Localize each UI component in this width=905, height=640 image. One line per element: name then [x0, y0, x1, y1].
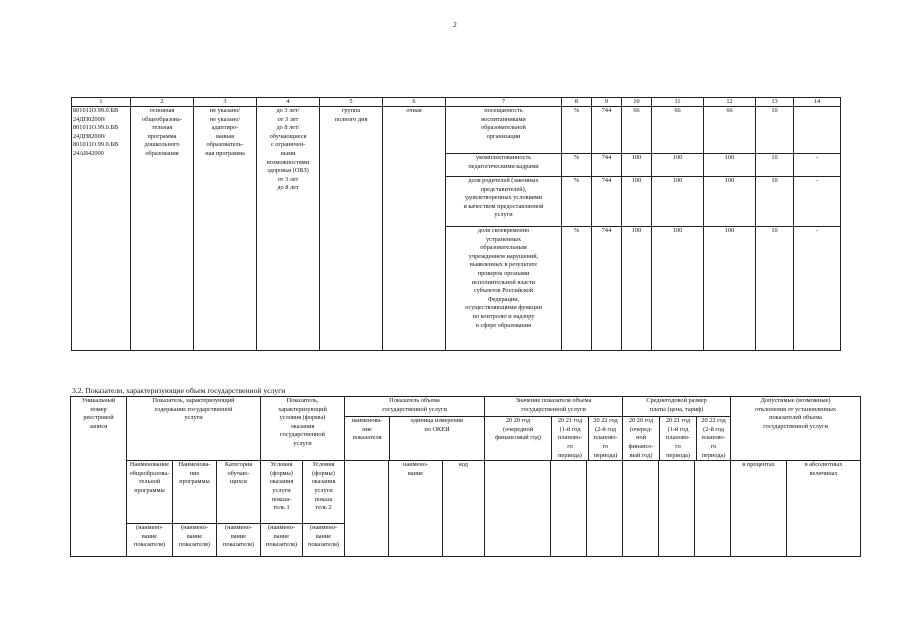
quality-indicators-table: [71, 97, 841, 351]
text-line: показателя): [265, 541, 298, 549]
table-row: [72, 107, 841, 154]
value-2022-cell: 100: [704, 227, 756, 351]
text-line: (наимено-: [180, 524, 209, 532]
indicator-name-note: [127, 524, 173, 557]
volume-name-cell: [345, 461, 389, 557]
text-line: Категория: [224, 461, 253, 469]
deviation-pct-cell: 10: [756, 107, 794, 154]
unit-cell: %: [562, 227, 592, 351]
okei-cell: 744: [592, 154, 622, 177]
text-line: 20 21 год: [557, 417, 583, 425]
text-line: платы (цена, тариф): [649, 405, 704, 413]
header-row: [71, 461, 861, 524]
deviation-abs-cell: [794, 107, 841, 154]
indicator-cell: [446, 154, 562, 177]
text-line: субъектов Российской: [473, 287, 534, 295]
fee-cell: [695, 461, 731, 557]
column-number: 5: [320, 98, 383, 107]
text-line: Допустимые (возможные): [760, 397, 831, 404]
text-line: группа: [341, 107, 361, 114]
text-line: показа: [314, 495, 333, 503]
values-header: [485, 397, 623, 461]
text-line: периода): [701, 451, 726, 459]
text-line: го: [602, 442, 609, 450]
indicator-cell: [446, 107, 562, 154]
text-line: учреждением нарушений,: [468, 252, 539, 260]
column-number: 13: [756, 98, 794, 107]
deviation-pct-cell: 10: [756, 154, 794, 177]
text-line: тельной: [138, 478, 161, 486]
text-line: доля родителей (законных: [468, 177, 539, 184]
indicator-name-note: [303, 524, 345, 557]
value-2020-cell: 66: [622, 107, 652, 154]
text-line: Уникальный: [81, 397, 116, 404]
text-line: Условия: [312, 461, 335, 469]
text-line: показа-: [271, 495, 292, 503]
text-line: представителей),: [480, 185, 527, 193]
value-2020-cell: 100: [622, 154, 652, 177]
text-line: оказания: [269, 478, 294, 486]
text-line: педагогическими кадрами: [468, 162, 539, 170]
text-line: показателя): [178, 541, 211, 549]
text-line: исполнительной власти: [471, 278, 536, 286]
text-line: основная: [149, 107, 175, 114]
text-line: вание: [273, 532, 290, 540]
indicator-cell: [446, 227, 562, 351]
text-line: возможностями: [266, 158, 310, 166]
text-line: тель 2: [315, 504, 332, 512]
text-line: (наимено-: [135, 524, 164, 532]
text-line: с ограничен-: [270, 141, 306, 149]
text-line: по контролю и надзору: [472, 312, 535, 320]
volume-indicators-table: [70, 396, 861, 557]
group-type-cell: [320, 107, 383, 351]
registry-codes-cell: [72, 107, 131, 351]
text-line: услуги: [272, 486, 291, 494]
value-2021-cell: 100: [652, 154, 704, 177]
text-line: по ОКЕИ: [424, 425, 450, 433]
text-line: 20 22 год: [593, 417, 618, 425]
value-2020-cell: 100: [622, 227, 652, 351]
value-2021-cell: 66: [652, 107, 704, 154]
unit-code-header: код: [443, 461, 485, 557]
fee-cell: [659, 461, 695, 557]
text-line: ной: [636, 434, 646, 442]
registry-header: [71, 397, 127, 557]
unit-cell: %: [562, 154, 592, 177]
text-line: образователь-: [206, 141, 244, 149]
okei-cell: 744: [592, 227, 622, 351]
category-header: [217, 461, 261, 524]
content-header: [127, 397, 261, 461]
text-line: в сфере образования: [475, 321, 532, 329]
text-line: (наимено-: [267, 524, 296, 532]
text-line: государственной: [280, 431, 325, 439]
text-line: до 3 лет/: [276, 107, 300, 114]
text-line: Значение показателя объема: [515, 397, 592, 404]
text-line: ние: [189, 469, 200, 477]
deviation-pct-header: в процентах: [731, 461, 787, 557]
column-number: 11: [652, 98, 704, 107]
text-line: 801011О.99.0.БВ: [73, 141, 119, 149]
text-line: организации: [486, 132, 521, 140]
volume-unit-header: [390, 417, 484, 460]
text-line: (очеред-: [629, 425, 653, 433]
text-line: го: [567, 442, 573, 450]
text-line: 24ДН82000/: [73, 132, 106, 140]
text-line: периода): [666, 451, 690, 459]
value-2022-cell: 66: [704, 107, 756, 154]
program-type-cell: [194, 107, 257, 351]
program-name-header: [127, 461, 173, 524]
text-line: услуги: [293, 439, 312, 447]
text-line: планово-: [593, 434, 618, 442]
text-line: оказания: [311, 478, 336, 486]
text-line: обучающиеся: [269, 132, 307, 140]
text-line: Показатель объема: [389, 397, 440, 404]
column-number: 6: [383, 98, 446, 107]
text-line: 24ДП02000/: [73, 115, 106, 123]
okei-cell: 744: [592, 107, 622, 154]
text-line: 801011О.99.0.БВ: [73, 107, 119, 114]
text-line: (очередной: [503, 425, 534, 433]
deviation-abs-cell: -: [794, 227, 841, 351]
text-line: (2-й год: [595, 425, 616, 433]
text-line: услуги: [314, 486, 333, 494]
text-line: тельная: [151, 124, 173, 132]
volume-name-header: [345, 417, 390, 460]
text-line: 20 20 год: [628, 417, 654, 425]
text-line: удовлетворенных условиями: [464, 194, 543, 202]
text-line: щихся: [230, 478, 247, 486]
fee-year3-header: [697, 417, 730, 460]
text-line: полного дня: [334, 115, 368, 123]
text-line: показателя): [222, 541, 255, 549]
text-line: 24АВ42000: [73, 149, 104, 157]
text-line: единица измерения: [411, 417, 463, 425]
column-number: 1: [72, 98, 131, 107]
text-line: доля своевременно: [477, 227, 530, 234]
text-line: планово-: [666, 434, 691, 442]
value-cell: [551, 461, 587, 557]
text-line: до 8 лет: [277, 184, 299, 192]
column-number: 8: [562, 98, 592, 107]
text-line: не указано/: [209, 107, 241, 114]
fee-header: [623, 397, 731, 461]
value-2022-cell: 100: [704, 154, 756, 177]
text-line: тель 1: [273, 504, 290, 512]
column-number: 7: [446, 98, 562, 107]
column-number: 3: [194, 98, 257, 107]
text-line: планово-: [701, 434, 726, 442]
value-cell: [485, 461, 551, 557]
fee-year1-header: [623, 417, 660, 460]
text-line: Федерации,: [487, 295, 520, 303]
text-line: от 3 лет: [277, 115, 299, 123]
text-line: 20 20 год: [505, 417, 531, 425]
text-line: образовательной: [481, 124, 526, 132]
text-line: 20 21 год: [665, 417, 691, 425]
text-line: вание: [186, 532, 203, 540]
text-line: устраненных: [486, 235, 521, 243]
text-line: дошкольного: [144, 141, 180, 149]
text-line: осуществляющими функции: [465, 304, 542, 312]
text-line: периода): [558, 451, 582, 459]
deviation-abs-header: [787, 461, 861, 557]
text-line: (наимено-: [224, 524, 253, 532]
text-line: государственной услуги: [521, 405, 586, 413]
text-line: Среднегодовой размер: [646, 397, 707, 404]
indicator-cell: [446, 177, 562, 227]
text-line: воспитанниками: [481, 115, 526, 123]
indicator-name-note: [217, 524, 261, 557]
text-line: го: [710, 442, 717, 450]
text-line: 20 22 год: [701, 417, 726, 425]
deviation-abs-cell: -: [794, 154, 841, 177]
program-header: [173, 461, 217, 524]
text-line: (формы): [270, 469, 293, 477]
value-year3-header: [589, 417, 622, 460]
text-line: показателя: [352, 434, 382, 442]
text-line: Условия: [270, 461, 293, 469]
text-line: ными: [280, 149, 296, 157]
text-line: услуги: [494, 211, 513, 219]
value-year1-header: [485, 417, 552, 460]
text-line: го: [675, 442, 681, 450]
text-line: финансовый год): [495, 434, 541, 442]
text-line: финансо-: [628, 442, 654, 450]
text-line: наимено-: [403, 461, 428, 469]
text-line: Наименова-: [178, 461, 211, 469]
header-row: [71, 397, 861, 461]
condition2-header: [303, 461, 345, 524]
value-2020-cell: 100: [622, 177, 652, 227]
indicator-name-note: [173, 524, 217, 557]
unit-cell: %: [562, 107, 592, 154]
text-line: величинах: [809, 469, 838, 477]
text-line: периода): [593, 451, 618, 459]
text-line: вый год): [629, 451, 653, 459]
text-line: ванная: [215, 132, 235, 140]
text-line: вание: [141, 532, 158, 540]
column-number: 10: [622, 98, 652, 107]
column-number: 12: [704, 98, 756, 107]
student-category-cell: [257, 107, 320, 351]
form-cell: очная: [383, 107, 446, 351]
text-line: вание: [315, 532, 332, 540]
text-line: программа: [147, 132, 177, 140]
text-line: показателя): [133, 541, 166, 549]
column-number-row: [72, 98, 841, 107]
text-line: (формы): [312, 469, 335, 477]
program-cell: [131, 107, 194, 351]
deviation-pct-cell: 10: [756, 227, 794, 351]
text-line: до 8 лет/: [276, 124, 300, 132]
text-line: содержание государственной: [154, 405, 233, 413]
section-title: 3.2. Показатели, характеризующие объем государственной услуги: [72, 386, 286, 395]
deviation-abs-cell: -: [794, 177, 841, 227]
text-line: ная программа: [205, 149, 245, 157]
value-cell: [587, 461, 623, 557]
unit-name-header: [389, 461, 443, 557]
text-line: государственной услуги: [763, 422, 828, 430]
text-line: государственной услуги: [382, 405, 447, 413]
column-number: 9: [592, 98, 622, 107]
text-line: записи: [89, 422, 108, 430]
column-number: 4: [257, 98, 320, 107]
text-line: планово-: [558, 434, 583, 442]
column-number: 2: [131, 98, 194, 107]
text-line: вание: [230, 532, 247, 540]
text-line: обучаю-: [227, 469, 250, 477]
text-line: услуги: [184, 414, 203, 422]
text-line: (1-й год: [667, 425, 689, 433]
text-line: Наименование: [129, 461, 170, 469]
value-2021-cell: 100: [652, 227, 704, 351]
condition1-header: [261, 461, 303, 524]
text-line: вание: [407, 469, 424, 477]
text-line: посещаемость: [484, 107, 523, 114]
text-line: реестровой: [83, 414, 114, 422]
indicator-name-note: [261, 524, 303, 557]
text-line: показателя): [307, 541, 340, 549]
deviation-pct-cell: 10: [756, 177, 794, 227]
conditions-header: [261, 397, 345, 461]
text-line: номер: [90, 405, 107, 413]
text-line: программы: [179, 478, 210, 486]
text-line: проверок органами: [477, 269, 530, 277]
text-line: общеобразова-: [129, 469, 170, 477]
text-line: (1-й год: [559, 425, 581, 433]
value-2021-cell: 100: [652, 177, 704, 227]
text-line: характеризующий: [278, 405, 327, 413]
text-line: от 3 лет: [277, 175, 299, 183]
volume-header: [345, 397, 485, 461]
text-line: показателей объема: [769, 414, 822, 422]
fee-year2-header: [660, 417, 697, 460]
text-line: укомплектованность: [475, 154, 532, 161]
text-line: и качеством предоставляемой: [463, 202, 544, 210]
text-line: условия (формы): [279, 414, 326, 422]
text-line: (наимено-: [309, 524, 338, 532]
unit-cell: %: [562, 177, 592, 227]
text-line: образовательным: [480, 244, 527, 252]
text-line: программы: [134, 486, 165, 494]
text-line: общеобразова-: [142, 115, 182, 123]
text-line: отклонения от установленных: [755, 405, 837, 413]
text-line: Показатель, характеризующий: [152, 397, 235, 404]
text-line: выявленных в результате: [469, 261, 538, 269]
text-line: наименова-: [351, 417, 383, 425]
text-line: 801011О.99.0.БВ: [73, 124, 119, 132]
text-line: адаптиро-: [211, 124, 239, 132]
text-line: (2-й год: [703, 425, 724, 433]
text-line: Показатель,: [286, 397, 319, 404]
page-number: 2: [453, 21, 457, 29]
okei-cell: 744: [592, 177, 622, 227]
text-line: оказания: [290, 422, 315, 430]
text-line: в абсолютных: [804, 461, 843, 469]
text-line: не указано/: [209, 115, 241, 123]
column-number: 14: [794, 98, 841, 107]
text-line: здоровья (ОВЗ): [267, 167, 309, 175]
value-2022-cell: 100: [704, 177, 756, 227]
fee-cell: [623, 461, 659, 557]
text-line: ние: [362, 425, 372, 433]
value-year2-header: [552, 417, 589, 460]
deviation-header: [731, 397, 861, 461]
text-line: образования: [145, 149, 179, 157]
